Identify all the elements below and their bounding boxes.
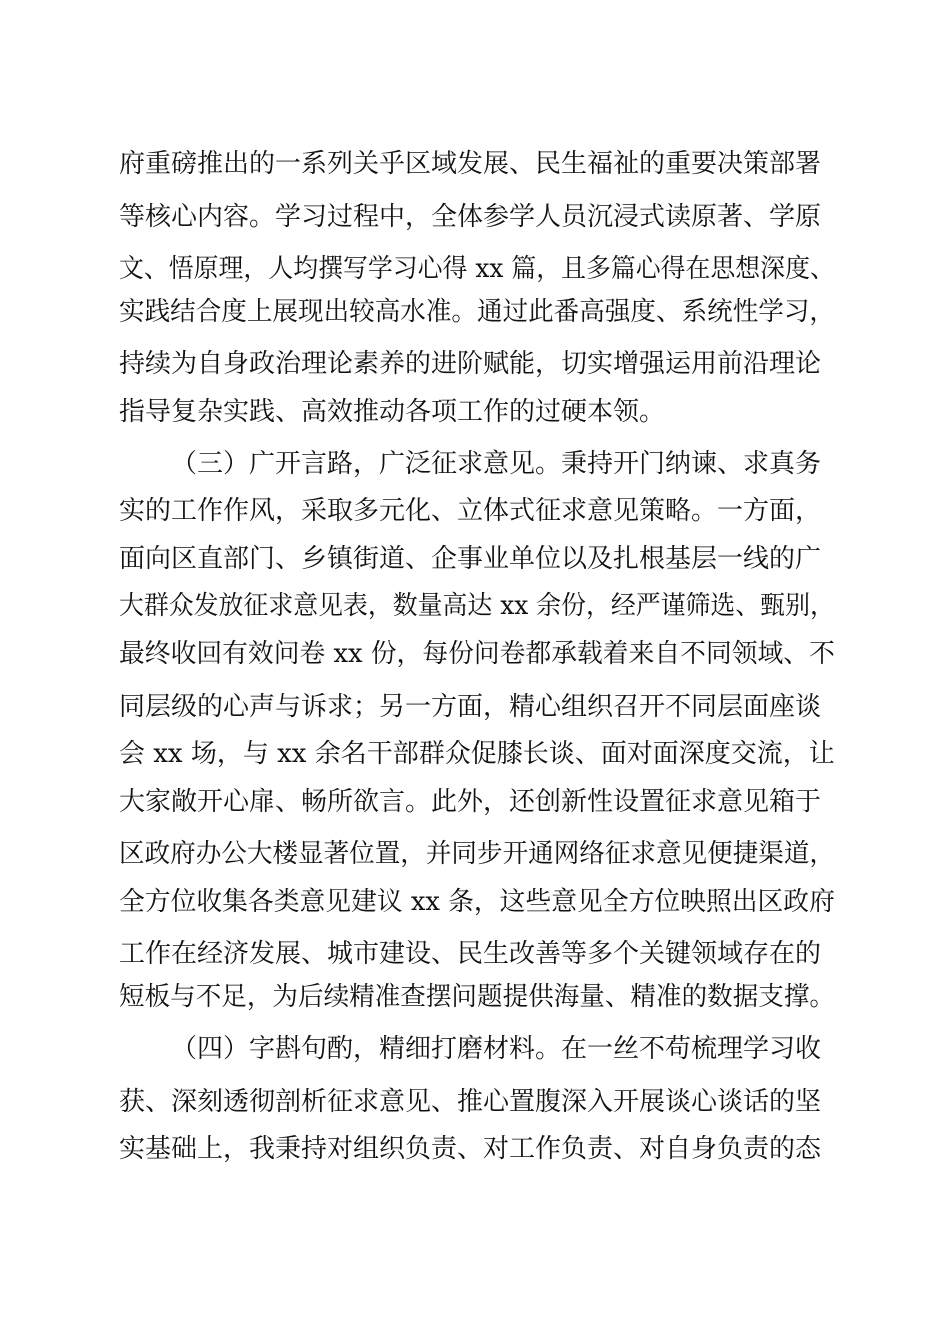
text-line: 面向区直部门、乡镇街道、企事业单位以及扎根基层一线的广 [119, 544, 822, 574]
text-line: 文、悟原理，人均撰写学习心得 xx 篇，且多篇心得在思想深度、 [119, 254, 835, 284]
text-line: 大群众发放征求意见表，数量高达 xx 余份，经严谨筛选、甄别， [119, 591, 835, 621]
text-line: 获、深刻透彻剖析征求意见、推心置腹深入开展谈心谈话的坚 [119, 1087, 822, 1117]
text-line: 实践结合度上展现出较高水准。通过此番高强度、系统性学习， [119, 297, 836, 327]
text-line: 实的工作作风，采取多元化、立体式征求意见策略。一方面， [119, 496, 822, 526]
text-line: 持续为自身政治理论素养的进阶赋能，切实增强运用前沿理论 [119, 349, 822, 379]
text-line: 最终收回有效问卷 xx 份，每份问卷都承载着来自不同领域、不 [119, 639, 835, 669]
text-line: 府重磅推出的一系列关乎区域发展、民生福祉的重要决策部署 [119, 149, 822, 179]
text-line: 会 xx 场，与 xx 余名干部群众促膝长谈、面对面深度交流，让 [119, 739, 835, 769]
text-line: 指导复杂实践、高效推动各项工作的过硬本领。 [119, 397, 666, 427]
text-line: 区政府办公大楼显著位置，并同步开通网络征求意见便捷渠道， [119, 839, 836, 869]
text-line: 等核心内容。学习过程中，全体参学人员沉浸式读原著、学原 [119, 202, 822, 232]
text-line: 同层级的心声与诉求；另一方面，精心组织召开不同层面座谈 [119, 692, 822, 722]
section-heading-4: （四）字斟句酌，精细打磨材料。在一丝不苟梳理学习收 [171, 1034, 822, 1064]
text-line: 大家敞开心扉、畅所欲言。此外，还创新性设置征求意见箱于 [119, 787, 822, 817]
text-line: 工作在经济发展、城市建设、民生改善等多个关键领域存在的 [119, 939, 822, 969]
text-line: 全方位收集各类意见建议 xx 条，这些意见全方位映照出区政府 [119, 887, 835, 917]
section-heading-3: （三）广开言路，广泛征求意见。秉持开门纳谏、求真务 [171, 449, 822, 479]
text-line: 实基础上，我秉持对组织负责、对工作负责、对自身负责的态 [119, 1134, 822, 1164]
text-line: 短板与不足，为后续精准查摆问题提供海量、精准的数据支撑。 [119, 982, 836, 1012]
